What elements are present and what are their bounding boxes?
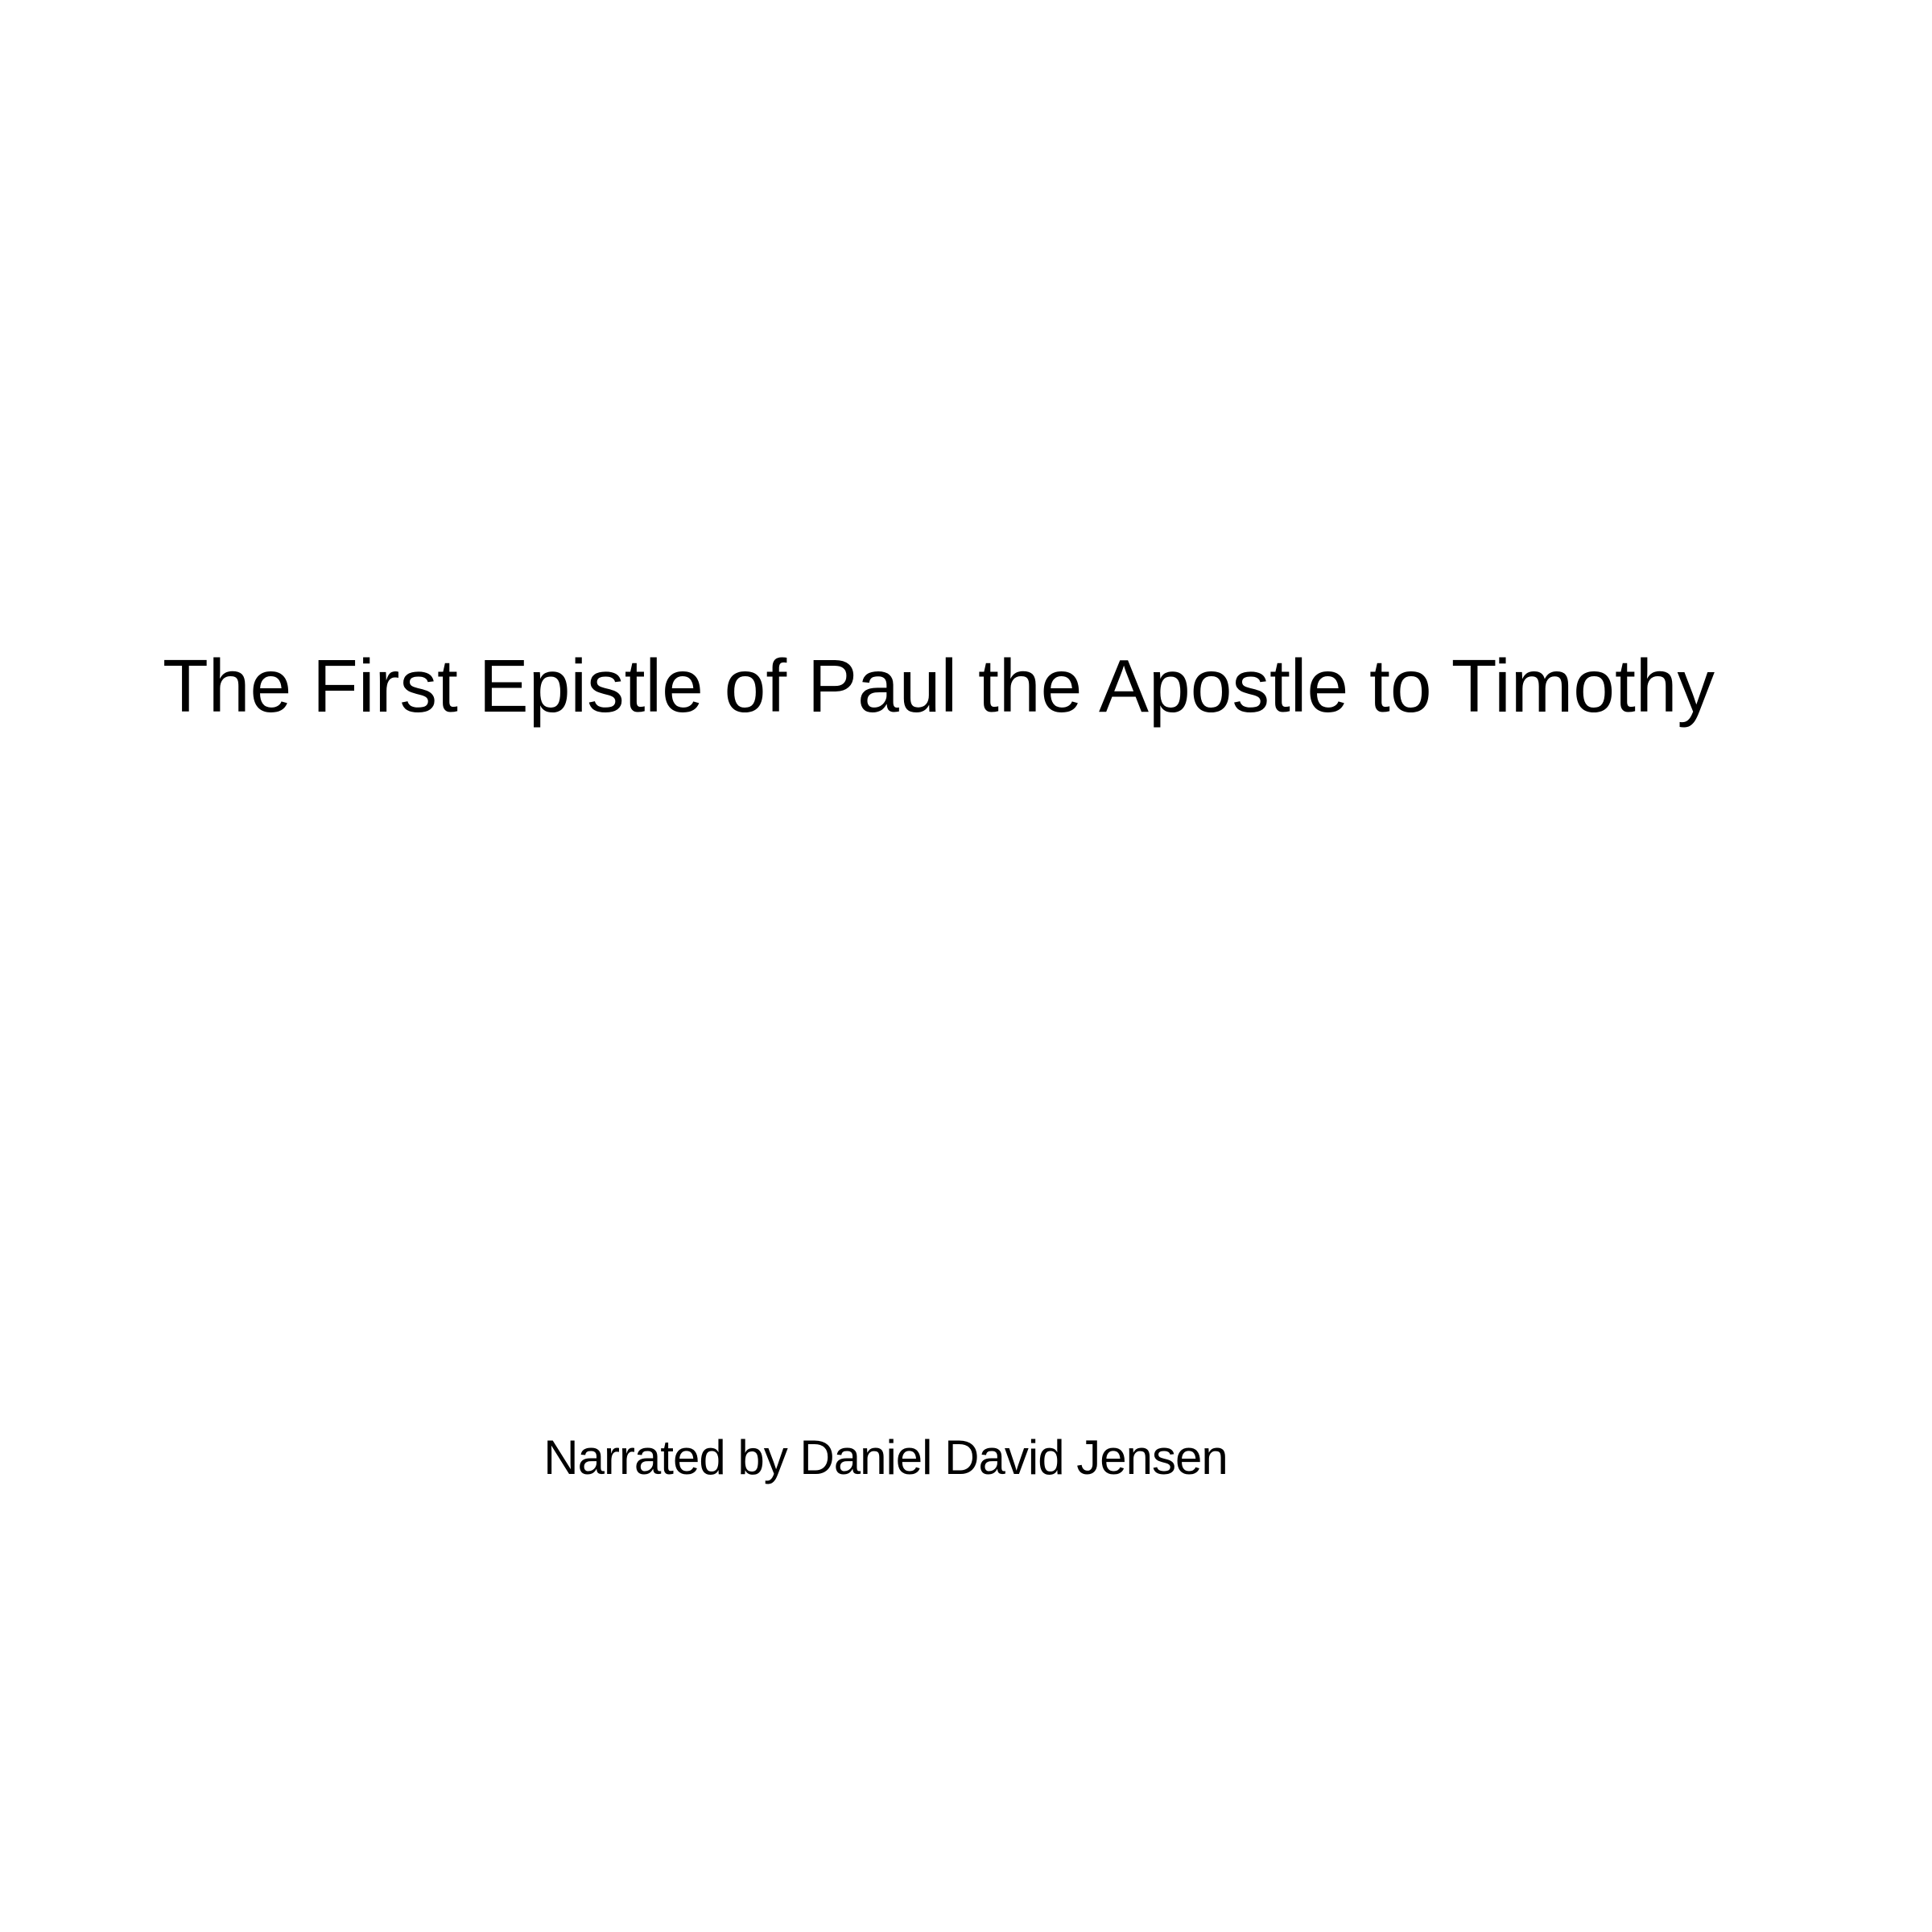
book-title: The First Epistle of Paul the Apostle to Timothy bbox=[162, 644, 1715, 728]
narrator-credit: Narrated by Daniel David Jensen bbox=[543, 1430, 1228, 1484]
